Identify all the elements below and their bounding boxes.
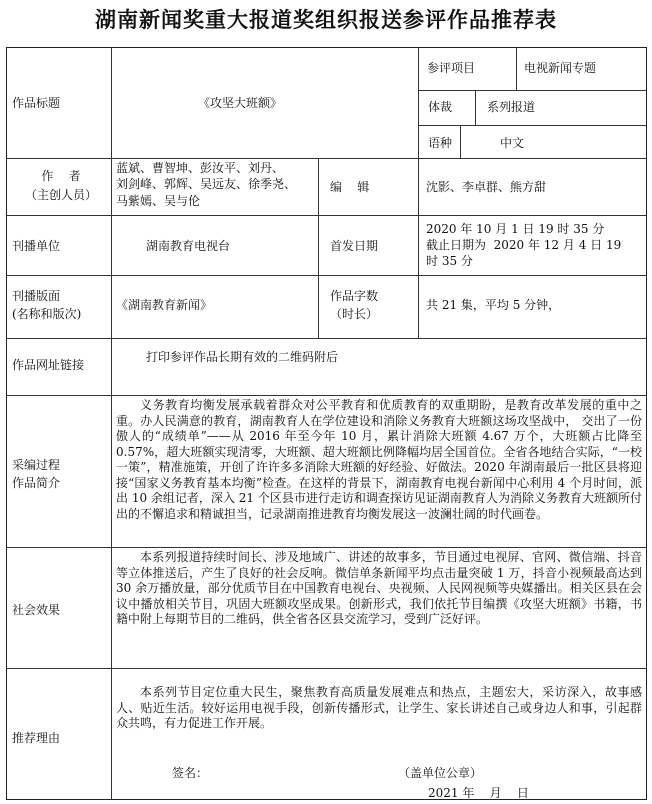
edition-value: 《湖南教育新闻》 [116,298,213,312]
first-date-value: 截止日期为 2020 年 12 月 4 日 19 [426,238,622,252]
column-divider [318,158,319,338]
language-value: 中文 [500,136,525,150]
first-date-value: 时 35 分 [426,254,473,268]
authors-label-note: （主创人员） [24,188,97,202]
url-value: 打印参评作品长期有效的二维码附后 [146,350,339,364]
author-names: 马紫嫣、吴与伦 [116,194,201,208]
seal-label: （盖单位公章） [398,766,483,780]
impact-text: 本系列报道持续时间长、涉及地域广、讲述的故事多，节目通过电视屏、官网、微信端、抖音等立体推送后，产生了良好的社会反响。微信单条新闻平均点击量突破 1 万，抖音小视频最高达到 30 余万播放量，部分优质节目在中国教育电视台、央视频、人民网视频等央媒播出。相关区县在会议中播放相关节目，巩固大班额攻坚成果。创新形式，我们依托节目编撰《攻坚大班额》书籍，书籍中附上每期节目的二维码，供全省各区县交流学习，受到广泛好评。 [116,550,642,626]
first-date-label: 首发日期 [330,239,379,253]
authors-label: 作 者 [41,169,81,183]
row-divider [6,668,647,669]
column-divider [111,47,112,800]
column-divider [475,90,476,125]
row-divider [418,125,647,126]
process-label: 采编过程 [12,458,61,472]
column-divider [516,47,517,90]
row-divider [6,338,647,339]
recommend-label: 推荐理由 [12,731,61,745]
row-divider [6,275,647,276]
page-title: 湖南新闻奖重大报道奖组织报送参评作品推荐表 [95,7,557,32]
row-divider [6,158,647,159]
author-names: 蓝斌、曹智坤、彭汝平、刘丹、 [116,161,285,175]
editor-value: 沈影、李卓群、熊方甜 [426,180,547,194]
signature-label: 签名： [172,766,209,780]
category-value: 电视新闻专题 [524,61,597,75]
category-label: 参评项目 [427,61,476,75]
length-label: 作品字数 [330,289,379,303]
genre-label: 体裁 [428,100,453,114]
length-value: 共 21 集，平均 5 分钟， [426,298,561,312]
row-divider [418,90,647,91]
broadcast-label: 刊播单位 [12,239,61,253]
column-divider [418,47,419,158]
work-title-value: 《攻坚大班额》 [198,96,283,110]
edition-label-note: (名称和版次) [12,307,82,321]
editor-label: 编 辑 [330,180,370,194]
edition-label: 刊播版面 [12,289,61,303]
process-text: 义务教育均衡发展承载着群众对公平教育和优质教育的双重期盼，是教育改革发展的重中之重。办人民满意的教育，湖南教育人在学位建设和消除义务教育大班额这场攻坚战中， 交出了一份傲人的“成绩单”——从 2016 年至今年 10 月，累计消除大班额 4.67 万个，大班额占比降至 0.57%，超大班额实现清零，大班额、超大班额比例降幅均居全国首位。全省各地结合实际，“一校一策”，精准施策，开创了许许多多消除大班额的好经验、好做法。2020 年湖南最后一批区县将迎接“国家义务教育基本均衡”检查。在这样的背景下，湖南教育电视台新闻中心利用 4 个月时间，派出 10 余组记者，深入 21 个区县市进行走访和调查探访见证湖南教育人为消除义务教育大班额所付出的不懈追求和精诚担当，记录湖南推进教育均衡发展这一波澜壮阔的时代画卷。 [116,398,642,521]
author-names: 刘剑峰、郭辉、吴远友、徐季尧、 [116,177,297,191]
process-label-note: 作品简介 [12,476,61,490]
row-divider [6,215,647,216]
recommend-text: 本系列节目定位重大民生，聚焦教育高质量发展难点和热点，主题宏大，采访深入，故事感人、贴近生活。较好运用电视手段，创新传播形式，让学生、家长讲述自己或身边人和事，引起群众共鸣，有力促进工作开展。 [116,685,642,730]
impact-label: 社会效果 [12,603,61,617]
broadcast-value: 湖南教育电视台 [146,239,231,253]
column-divider [418,158,419,338]
url-label: 作品网址链接 [12,358,85,372]
language-label: 语种 [428,136,453,150]
row-divider [6,395,647,396]
first-date-value: 2020 年 10 月 1 日 19 时 35 分 [426,222,605,236]
column-divider [460,125,461,158]
row-divider [6,547,647,548]
length-label-note: （时长） [330,307,379,321]
recommend-date: 2021 年 月 日 [428,786,529,800]
genre-value: 系列报道 [487,100,536,114]
work-title-label: 作品标题 [12,96,61,110]
